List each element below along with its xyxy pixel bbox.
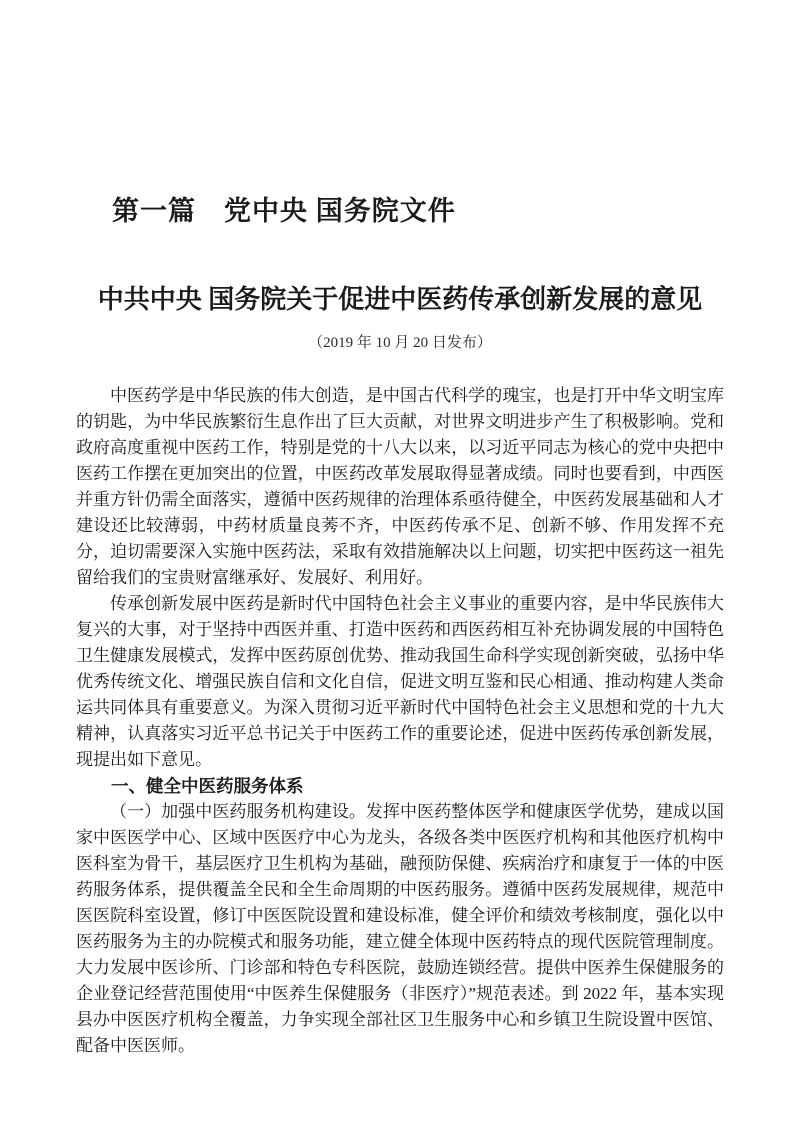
section-title: 第一篇 党中央 国务院文件 <box>112 196 456 226</box>
section-heading-1: 一、健全中医药服务体系 <box>111 776 304 796</box>
intro-paragraph-2: 传承创新发展中医药是新时代中国特色社会主义事业的重要内容，是中华民族伟大复兴的大事，对于坚持中西医并重、打造中医药和西医药相互补充协调发展的中国特色卫生健康发展模式，发挥中医药原创优势、推动我国生命科学实现创新突破，弘扬中华优秀传统文化、增强民族自信和文化自信，促进文明互鉴和民心相通、推动构建人类命运共同体具有重要意义。为深入贯彻习近平新时代中国特色社会主义思想和党的十九大精神，认真落实习近平总书记关于中医药工作的重要论述，促进中医药传承创新发展，现提出如下意见。 <box>76 594 724 769</box>
publish-date: （2019 年 10 月 20 日发布） <box>308 335 492 351</box>
document-title: 中共中央 国务院关于促进中医药传承创新发展的意见 <box>97 285 703 314</box>
section-paragraph-1: （一）加强中医药服务机构建设。发挥中医药整体医学和健康医学优势，建成以国家中医医学中心、区域中医医疗中心为龙头，各级各类中医医疗机构和其他医疗机构中医科室为骨干，基层医疗卫生机构为基础，融预防保健、疾病治疗和康复于一体的中医药服务体系，提供覆盖全民和全生命周期的中医药服务。遵循中医药发展规律，规范中医医院科室设置，修订中医医院设置和建设标准，健全评价和绩效考核制度，强化以中医药服务为主的办院模式和服务功能，建立健全体现中医药特点的现代医院管理制度。大力发展中医诊所、门诊部和特色专科医院，鼓励连锁经营。提供中医养生保健服务的企业登记经营范围使用“中医养生保健服务（非医疗）”规范表述。到 2022 年，基本实现县办中医医疗机构全覆盖，力争实现全部社区卫生服务中心和乡镇卫生院设置中医馆、配备中医医师。 <box>76 802 724 1055</box>
document-body <box>76 383 724 1059</box>
intro-paragraph-1: 中医药学是中华民族的伟大创造，是中国古代科学的瑰宝，也是打开中华文明宝库的钥匙，为中华民族繁衍生息作出了巨大贡献，对世界文明进步产生了积极影响。党和政府高度重视中医药工作，特别是党的十八大以来，以习近平同志为核心的党中央把中医药工作摆在更加突出的位置，中医药改革发展取得显著成绩。同时也要看到，中西医并重方针仍需全面落实，遵循中医药规律的治理体系亟待健全，中医药发展基础和人才建设还比较薄弱，中药材质量良莠不齐，中医药传承不足、创新不够、作用发挥不充分，迫切需要深入实施中医药法，采取有效措施解决以上问题，切实把中医药这一祖先留给我们的宝贵财富继承好、发展好、利用好。 <box>76 386 724 587</box>
